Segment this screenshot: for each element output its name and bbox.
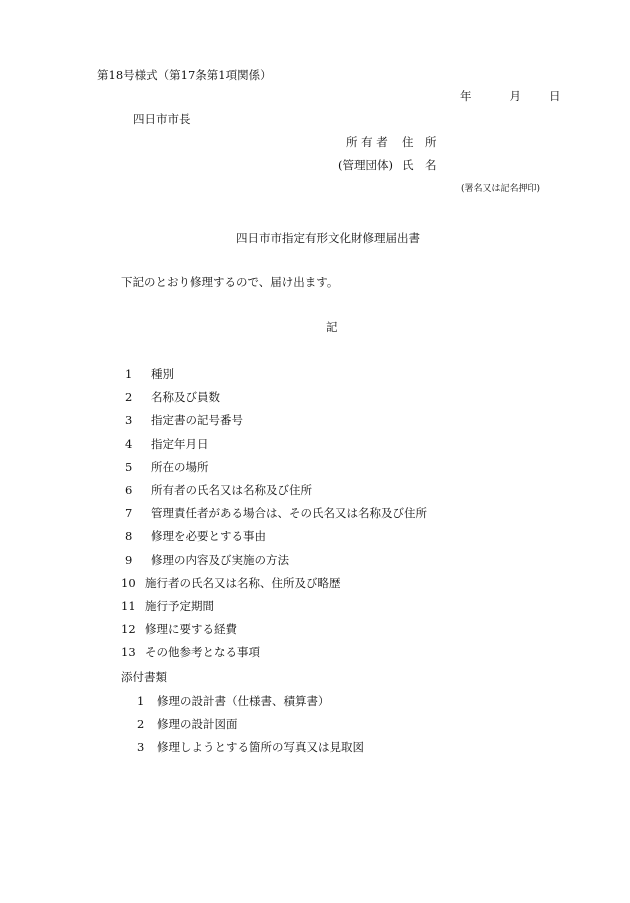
list-item (125, 552, 289, 567)
item-number: 12 (121, 622, 136, 637)
item-number: 13 (121, 645, 136, 660)
item-text: 名称及び員数 (151, 390, 220, 405)
attachment-text: 修理の設計図面 (157, 717, 238, 732)
item-number: 8 (125, 529, 133, 544)
list-item (125, 485, 312, 497)
list-item (125, 459, 209, 474)
address-label: 住 所 (402, 135, 437, 149)
attachment-item (137, 719, 238, 731)
item-number: 6 (125, 483, 133, 497)
item-number: 11 (121, 599, 136, 613)
owner-label: 所 有 者 (346, 135, 388, 149)
list-item (125, 369, 174, 381)
item-number: 10 (121, 575, 136, 590)
item-number: 4 (125, 436, 133, 451)
item-text: 種別 (151, 367, 174, 381)
item-text: 指定書の記号番号 (151, 413, 243, 428)
item-number: 7 (125, 506, 133, 521)
attachment-number: 2 (137, 717, 145, 732)
attachment-number: 1 (137, 694, 145, 708)
org-label: (管理団体) (338, 158, 393, 172)
ki-heading: 記 (326, 320, 338, 334)
name-label: 氏 名 (402, 158, 437, 172)
list-item (121, 647, 260, 659)
date-day: 日 (549, 89, 561, 103)
attachments-label: 添付書類 (121, 670, 167, 684)
item-number: 5 (125, 459, 133, 474)
attachment-text: 修理しようとする箇所の写真又は見取図 (157, 740, 364, 755)
date-line (460, 91, 561, 103)
item-text: 施行者の氏名又は名称、住所及び略歴 (145, 575, 341, 590)
list-item (125, 415, 243, 427)
date-year: 年 (460, 89, 472, 103)
item-text: 施行予定期間 (145, 599, 214, 613)
list-item (121, 601, 214, 613)
item-text: 修理を必要とする事由 (151, 529, 266, 544)
list-item (125, 531, 266, 543)
intro-text: 下記のとおり修理するので、届け出ます。 (121, 275, 339, 289)
list-item (121, 624, 237, 636)
attachment-number: 3 (137, 740, 145, 755)
attachment-text: 修理の設計書（仕様書、積算書） (157, 694, 330, 708)
item-number: 1 (125, 367, 133, 381)
attachment-item (137, 742, 364, 754)
item-number: 3 (125, 413, 133, 428)
item-text: 所在の場所 (151, 459, 209, 474)
document-title: 四日市市指定有形文化財修理届出書 (236, 231, 420, 245)
item-text: 指定年月日 (151, 436, 209, 451)
item-number: 2 (125, 390, 133, 405)
seal-note: (署名又は記名押印) (461, 184, 541, 194)
attachment-item (137, 696, 330, 708)
list-item (125, 508, 427, 520)
item-text: 修理の内容及び実施の方法 (151, 552, 289, 567)
list-item (121, 575, 341, 590)
item-text: 管理責任者がある場合は、その氏名又は名称及び住所 (151, 506, 427, 521)
addressee: 四日市市長 (133, 112, 191, 126)
item-number: 9 (125, 552, 133, 567)
date-month: 月 (509, 89, 521, 103)
list-item (125, 436, 209, 451)
item-text: その他参考となる事項 (145, 645, 260, 660)
item-text: 修理に要する経費 (145, 622, 237, 637)
item-text: 所有者の氏名又は名称及び住所 (151, 483, 312, 497)
form-header: 第18号様式（第17条第1項関係） (97, 68, 272, 82)
list-item (125, 392, 220, 404)
